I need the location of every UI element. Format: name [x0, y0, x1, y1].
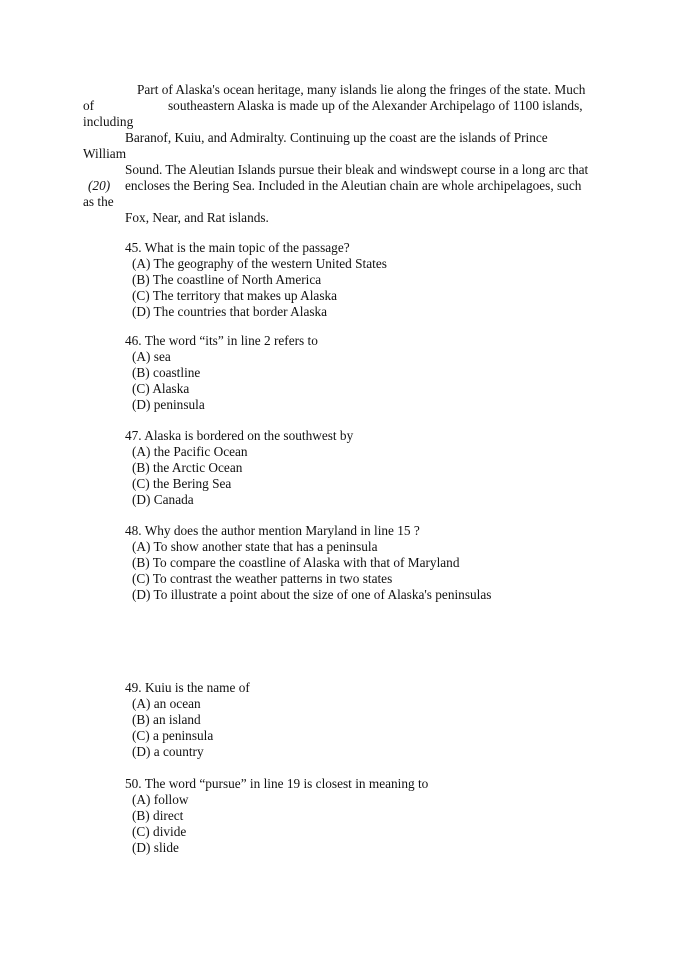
answer-option[interactable]: (C) the Bering Sea: [132, 476, 232, 491]
answer-option[interactable]: (A) The geography of the western United States: [132, 256, 387, 271]
answer-option[interactable]: (A) sea: [132, 349, 171, 364]
question-50: [125, 776, 428, 856]
question-stem: 47. Alaska is bordered on the southwest by: [125, 428, 354, 443]
answer-option[interactable]: (B) To compare the coastline of Alaska with that of Maryland: [132, 555, 460, 570]
answer-option[interactable]: (A) follow: [132, 792, 189, 807]
question-stem: 49. Kuiu is the name of: [125, 680, 250, 695]
answer-option[interactable]: (B) The coastline of North America: [132, 272, 322, 287]
answer-option[interactable]: (B) the Arctic Ocean: [132, 460, 243, 475]
answer-option[interactable]: (D) To illustrate a point about the size of one of Alaska's peninsulas: [132, 587, 492, 602]
question-47: [125, 428, 353, 508]
answer-option[interactable]: (C) To contrast the weather patterns in two states: [132, 571, 393, 586]
answer-option[interactable]: (A) the Pacific Ocean: [132, 444, 248, 459]
question-48: [125, 523, 491, 603]
passage-line: encloses the Bering Sea. Included in the Aleutian chain are whole archipelagoes, such: [125, 178, 582, 193]
question-stem: 48. Why does the author mention Maryland in line 15 ?: [125, 523, 420, 538]
answer-option[interactable]: (D) peninsula: [132, 397, 205, 412]
passage-line: Part of Alaska's ocean heritage, many islands lie along the fringes of the state. Much: [137, 82, 586, 97]
passage-line: Baranof, Kuiu, and Admiralty. Continuing up the coast are the islands of Prince: [125, 130, 548, 145]
answer-option[interactable]: (B) coastline: [132, 365, 201, 380]
answer-option[interactable]: (A) To show another state that has a peninsula: [132, 539, 378, 554]
question-stem: 45. What is the main topic of the passage?: [125, 240, 350, 255]
answer-option[interactable]: (C) a peninsula: [132, 728, 214, 743]
answer-option[interactable]: (B) direct: [132, 808, 184, 823]
answer-option[interactable]: (B) an island: [132, 712, 201, 727]
question-stem: 50. The word “pursue” in line 19 is closest in meaning to: [125, 776, 429, 791]
question-stem: 46. The word “its” in line 2 refers to: [125, 333, 318, 348]
question-45: [125, 240, 387, 320]
answer-option[interactable]: (A) an ocean: [132, 696, 201, 711]
question-46: [125, 333, 318, 413]
answer-option[interactable]: (D) a country: [132, 744, 204, 759]
answer-option[interactable]: (D) slide: [132, 840, 179, 855]
answer-option[interactable]: (C) Alaska: [132, 381, 190, 396]
passage-line: Sound. The Aleutian Islands pursue their bleak and windswept course in a long arc that: [125, 162, 589, 177]
passage-line: including: [83, 114, 134, 129]
answer-option[interactable]: (D) Canada: [132, 492, 194, 507]
passage-line: William: [83, 146, 127, 161]
answer-option[interactable]: (D) The countries that border Alaska: [132, 304, 328, 319]
passage-line: Fox, Near, and Rat islands.: [125, 210, 269, 225]
passage-line: of: [83, 98, 95, 113]
answer-option[interactable]: (C) The territory that makes up Alaska: [132, 288, 338, 303]
question-49: [125, 680, 250, 760]
line-number-label: (20): [88, 178, 111, 193]
answer-option[interactable]: (C) divide: [132, 824, 187, 839]
passage-line: as the: [83, 194, 114, 209]
passage-line: southeastern Alaska is made up of the Alexander Archipelago of 1100 islands,: [168, 98, 583, 113]
